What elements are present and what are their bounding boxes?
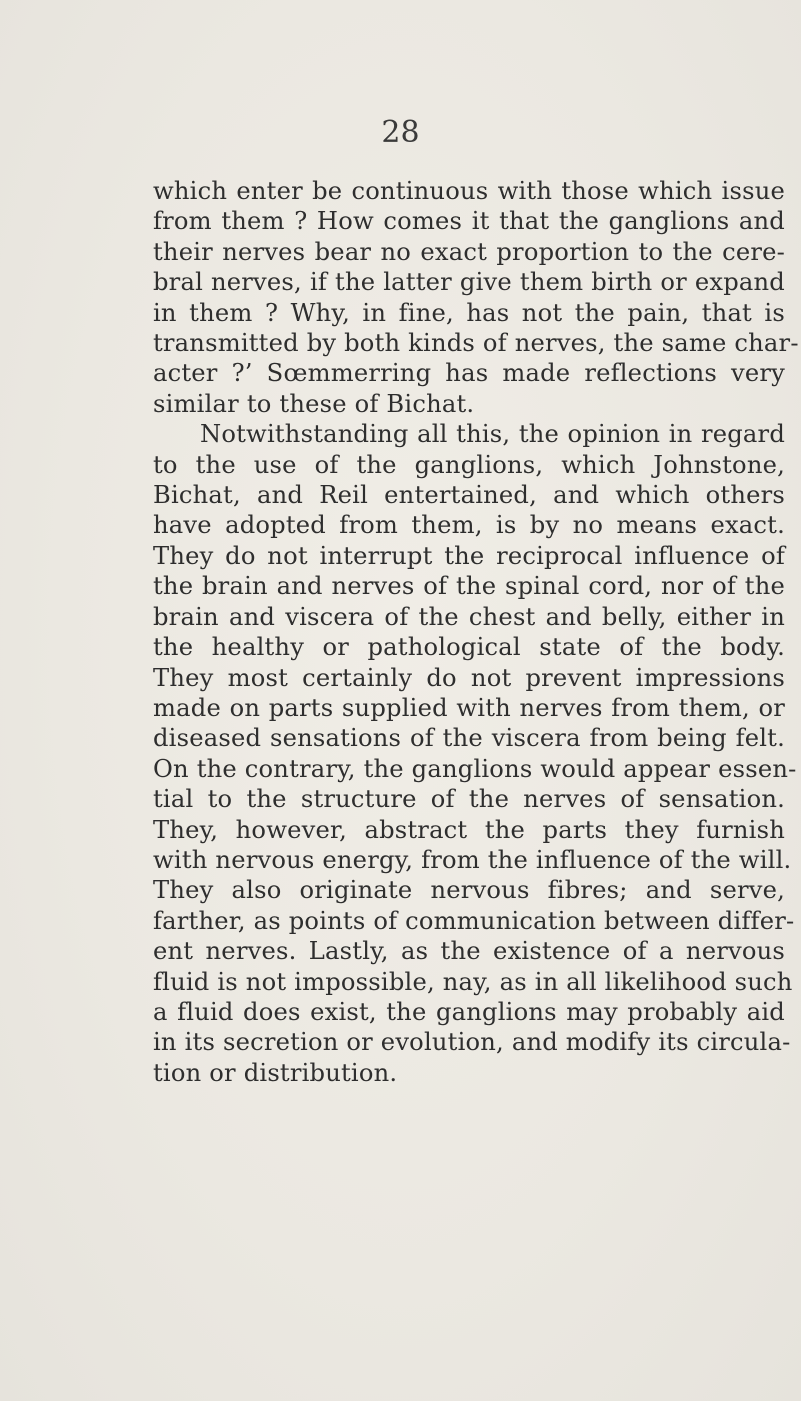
text-line: to the use of the ganglions, which Johnstone, [153, 450, 785, 479]
body-text [153, 176, 799, 1088]
text-line: from them ? How comes it that the ganglions and [153, 207, 785, 236]
text-line: with nervous energy, from the influence of the will. [153, 845, 792, 874]
paragraph-1 [153, 176, 799, 419]
text-line: Bichat, and Reil entertained, and which others [153, 481, 785, 510]
text-line: bral nerves, if the latter give them birth or expand [153, 268, 785, 297]
text-line: They, however, abstract the parts they furnish [153, 815, 785, 844]
text-line: diseased sensations of the viscera from being felt. [153, 724, 785, 753]
text-line: tion or distribution. [153, 1058, 398, 1087]
text-line: farther, as points of communication between differ- [153, 906, 795, 935]
paragraph-2 [153, 419, 797, 1088]
text-line: the healthy or pathological state of the body. [153, 633, 785, 662]
text-line: tial to the structure of the nerves of sensation. [153, 785, 785, 814]
text-line: fluid is not impossible, nay, as in all likelihood such [153, 967, 793, 996]
text-line: in them ? Why, in fine, has not the pain, that is [153, 298, 785, 327]
text-line: brain and viscera of the chest and belly, either in [153, 602, 785, 631]
text-line: On the contrary, the ganglions would appear essen- [153, 754, 797, 783]
text-line: similar to these of Bichat. [153, 389, 475, 418]
text-line: Notwithstanding all this, the opinion in regard [200, 420, 785, 449]
text-line: the brain and nerves of the spinal cord, nor of the [153, 572, 785, 601]
text-line: They also originate nervous fibres; and serve, [153, 876, 785, 905]
text-line: made on parts supplied with nerves from them, or [153, 693, 785, 722]
text-line: their nerves bear no exact proportion to the cere- [153, 237, 785, 266]
text-line: a fluid does exist, the ganglions may probably aid [153, 997, 785, 1026]
text-line: They do not interrupt the reciprocal influence of [153, 541, 785, 570]
page-number: 28 [381, 115, 420, 150]
text-line: They most certainly do not prevent impressions [153, 663, 785, 692]
text-line: have adopted from them, is by no means exact. [153, 511, 785, 540]
text-line: acter ?’ Sœmmerring has made reflections very [153, 359, 785, 388]
text-line: which enter be continuous with those which issue [153, 177, 785, 205]
text-line: transmitted by both kinds of nerves, the same char- [153, 329, 799, 358]
text-line: in its secretion or evolution, and modify its circula- [153, 1028, 791, 1057]
text-line: ent nerves. Lastly, as the existence of a nervous [153, 937, 785, 966]
